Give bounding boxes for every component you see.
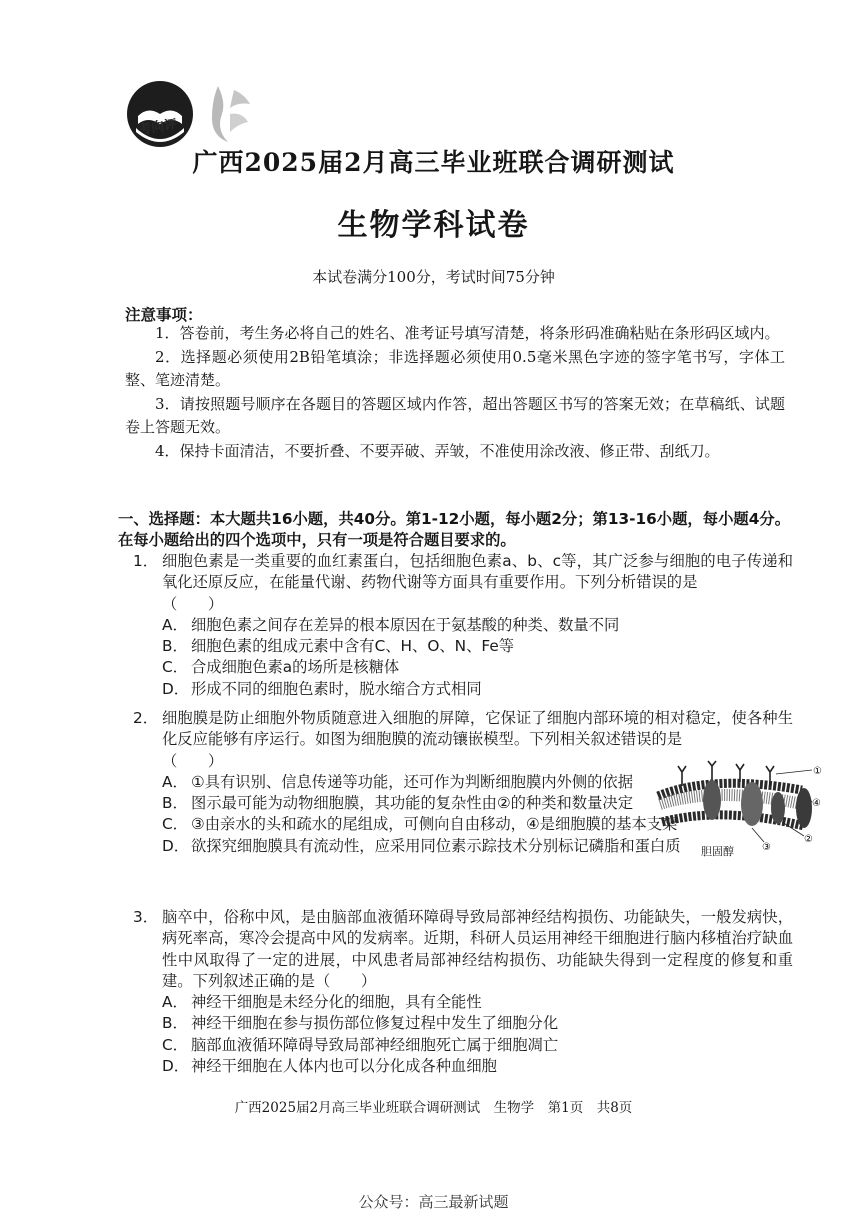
option-letter: B． — [162, 637, 188, 656]
option-a — [133, 992, 793, 1013]
watermark-text: 公众号：高三最新试题 — [358, 1193, 509, 1211]
option-c — [133, 1035, 793, 1056]
option-text: ③由亲水的头和疏水的尾组成，可侧向自由移动，④是细胞膜的基本支架 — [191, 815, 678, 834]
exam-meta: 本试卷满分100分，考试时间75分钟 — [312, 268, 555, 286]
figure-label-3: ③ — [762, 842, 771, 853]
option-text: 合成细胞色素a的场所是核糖体 — [191, 658, 400, 677]
question-stem — [133, 907, 793, 992]
note-item: 3．请按照题号顺序在各题目的答题区域内作答，超出答题区书写的答案无效；在草稿纸、试题卷上答题无效。 — [125, 394, 785, 436]
page-footer: 广西2025届2月高三毕业班联合调研测试 生物学 第1页 共8页 — [234, 1100, 633, 1116]
publisher-logo — [126, 80, 266, 148]
option-text: 神经干细胞是未经分化的细胞，具有全能性 — [191, 993, 482, 1012]
option-letter: C． — [162, 658, 188, 677]
option-letter: A． — [162, 993, 188, 1012]
option-letter: B． — [162, 794, 188, 813]
option-letter: D． — [162, 679, 190, 698]
option-letter: C． — [162, 1035, 188, 1054]
option-letter: C． — [162, 815, 188, 834]
figure-label-4: ④ — [812, 798, 821, 809]
question-number: 3． — [133, 908, 159, 926]
question-number: 1． — [133, 552, 159, 570]
notes-list — [125, 322, 785, 463]
question-text: 细胞色素是一类重要的血红素蛋白，包括细胞色素a、b、c等，其广泛参与细胞的电子传递和氧化还原反应，在能量代谢、药物代谢等方面具有重要作用。下列分析错误的是 — [162, 552, 793, 592]
option-text: 细胞色素之间存在差异的根本原因在于氨基酸的种类、数量不同 — [191, 615, 620, 634]
option-letter: A． — [162, 772, 188, 791]
question-text: 细胞膜是防止细胞外物质随意进入细胞的屏障，它保证了细胞内部环境的相对稳定，使各种生化反应能够有序运行。如图为细胞膜的流动镶嵌模型。下列相关叙述错误的是 — [162, 709, 793, 749]
option-letter: D． — [162, 836, 190, 855]
option-text: ①具有识别、信息传递等功能，还可作为判断细胞膜内外侧的依据 — [191, 772, 634, 791]
question-1 — [133, 551, 793, 700]
notes-heading: 注意事项： — [125, 306, 203, 324]
figure-label-1: ① — [813, 766, 822, 777]
question-stem — [133, 551, 793, 594]
option-letter: A． — [162, 615, 188, 634]
cell-membrane-figure — [652, 760, 827, 860]
answer-blank: （ ） — [162, 751, 224, 770]
option-d — [133, 1056, 793, 1077]
option-a — [133, 615, 793, 636]
note-item: 4．保持卡面清洁，不要折叠、不要弄破、弄皱，不准使用涂改液、修正带、刮纸刀。 — [155, 441, 720, 460]
question-text: 脑卒中，俗称中风，是由脑部血液循环障碍导致局部神经结构损伤、功能缺失，一般发病快，病死率高，寒冷会提高中风的发病率。近期，科研人员运用神经干细胞进行脑内移植治疗缺血性中风取得了一定的进展，中风患者局部神经结构损伤、功能缺失得到一定程度的修复和重建。下列叙述正确的是（ ） — [162, 908, 793, 990]
question-number: 2． — [133, 709, 159, 727]
option-d — [133, 679, 793, 700]
question-3 — [133, 907, 793, 1077]
exam-subtitle: 生物学科试卷 — [337, 208, 530, 243]
question-stem — [133, 708, 793, 751]
option-letter: D． — [162, 1057, 190, 1076]
option-letter: B． — [162, 1014, 188, 1033]
option-text: 图示最可能为动物细胞膜，其功能的复杂性由②的种类和数量决定 — [191, 794, 634, 813]
option-text: 神经干细胞在参与损伤部位修复过程中发生了细胞分化 — [191, 1014, 559, 1033]
logo-text: 考向评 — [137, 117, 179, 138]
answer-blank: （ ） — [162, 594, 224, 613]
option-text: 欲探究细胞膜具有流动性，应采用同位素示踪技术分别标记磷脂和蛋白质 — [191, 836, 681, 855]
section-heading: 一、选择题：本大题共16小题，共40分。第1-12小题，每小题2分；第13-16小题，每小题4分。在每小题给出的四个选项中，只有一项是符合题目要求的。 — [118, 510, 790, 549]
option-text: 神经干细胞在人体内也可以分化成各种血细胞 — [191, 1057, 497, 1076]
option-b — [133, 1013, 793, 1034]
note-item: 1．答卷前，考生务必将自己的姓名、准考证号填写清楚，将条形码准确粘贴在条形码区域内。 — [155, 324, 780, 342]
option-b — [133, 636, 793, 657]
note-item: 2．选择题必须使用2B铅笔填涂；非选择题必须使用0.5毫米黑色字迹的签字笔书写，字体工整、笔迹清楚。 — [125, 347, 785, 389]
option-text: 细胞色素的组成元素中含有C、H、O、N、Fe等 — [191, 637, 515, 656]
option-a — [133, 772, 661, 793]
exam-title: 广西2025届2月高三毕业班联合调研测试 — [192, 148, 675, 177]
option-b — [133, 793, 661, 814]
figure-label-2: ② — [804, 834, 813, 845]
option-text: 形成不同的细胞色素时，脱水缩合方式相同 — [191, 679, 482, 698]
option-c — [133, 657, 793, 678]
figure-caption: 胆固醇 — [701, 845, 734, 858]
option-text: 脑部血液循环障碍导致局部神经细胞死亡属于细胞凋亡 — [191, 1035, 559, 1054]
